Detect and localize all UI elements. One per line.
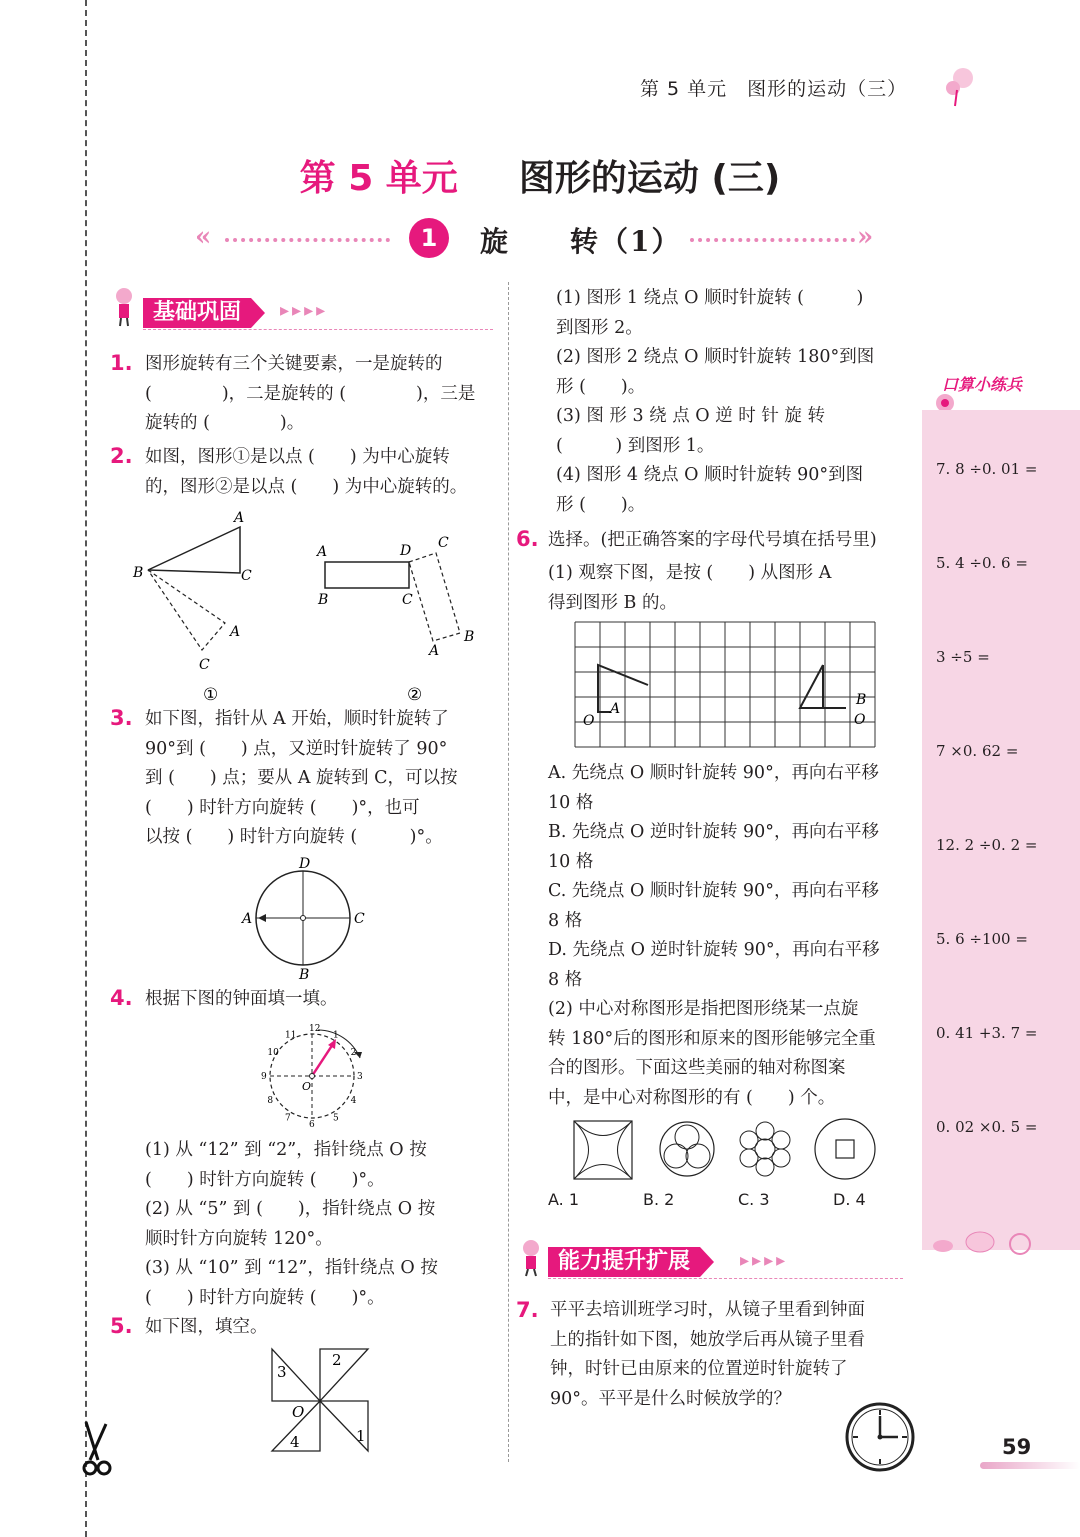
q2-fig1-label-B: B (133, 565, 144, 581)
q7-line: 90°。平平是什么时候放学的？ (550, 1388, 792, 1409)
q6-label-O1: O (583, 713, 595, 729)
q6-label-B: B (856, 692, 867, 708)
clock-number: 3 (357, 1072, 363, 1082)
q2-fig2-rotated-rectangle (409, 553, 460, 641)
sidebar-item: 0. 02 ×0. 5 = (936, 1118, 1038, 1136)
clock-number: 8 (267, 1096, 274, 1106)
sidebar-item: 5. 6 ÷100 = (936, 930, 1028, 948)
q7-line: 上的指针如下图，她放学后再从镜子里看 (550, 1329, 865, 1350)
q5-label-1: 1 (356, 1427, 366, 1445)
q2-fig2-label-C2: C (438, 535, 449, 551)
q1-line: ( )，二是旋转的 ( )，三是 (145, 383, 476, 404)
q2-fig2-label-A: A (317, 544, 328, 560)
pattern-trefoil-icon (660, 1122, 714, 1176)
dotted-rule-left (225, 238, 390, 242)
sidebar-title: 口算小练兵 (942, 375, 1023, 394)
q2-fig1-label-A: A (234, 510, 245, 526)
q3-label-C: C (354, 911, 365, 927)
q2-fig2-label-B: B (318, 592, 329, 608)
clock-number: 6 (309, 1120, 315, 1130)
q4-line: 顺时针方向旋转 120°。 (145, 1228, 333, 1249)
q3-line: 到 ( ) 点；要从 A 旋转到 C，可以按 (145, 768, 458, 788)
unit-title-part2: 图形的运动 (三) (518, 158, 781, 199)
q6-option-line: 8 格 (548, 910, 583, 931)
q2-fig2-label-B2: B (464, 629, 475, 645)
unit-title-part1: 第 5 单元 (299, 158, 458, 199)
q5-line: ( ) 到图形 1。 (556, 435, 715, 456)
q6-p1 (548, 559, 831, 618)
q6-option-line: C. 先绕点 O 顺时针旋转 90°，再向右平移 (548, 881, 879, 901)
arrow-decoration-icon: ▸▸▸▸ (740, 1250, 789, 1271)
sidebar-item: 12. 2 ÷0. 2 = (936, 836, 1038, 854)
q2-fig1-label-C: C (241, 568, 252, 584)
q6-option-line: 8 格 (548, 969, 583, 990)
q7-number: 7. (516, 1298, 539, 1322)
q5-label-O: O (292, 1403, 305, 1421)
pattern-flower-icon (740, 1122, 790, 1176)
clock-number: 11 (285, 1030, 297, 1041)
q4-line: ( ) 时针方向旋转 ( )°。 (145, 1287, 385, 1308)
q1-line: 旋转的 ( )。 (145, 413, 305, 433)
q2-fig1-label-A2: A (230, 624, 241, 640)
q2-fig1-triangle (148, 527, 240, 573)
q6-option-line: 10 格 (548, 851, 594, 872)
q7-line: 钟，时针已由原来的位置逆时针旋转了 (550, 1359, 848, 1379)
q2-fig2-label-D: D (400, 543, 412, 559)
q6-choice-C: C. 3 (738, 1190, 770, 1209)
q6-p2-line: (2) 中心对称图形是指把图形绕某一点旋 (548, 999, 859, 1019)
running-head: 第 5 单元 图形的运动（三） (640, 78, 908, 100)
q2-fig2-rectangle (325, 562, 409, 588)
q2-number: 2. (110, 444, 133, 468)
q6-intro: 选择。(把正确答案的字母代号填在括号里) (548, 530, 877, 550)
q7-mirror-clock-icon (843, 1400, 917, 1474)
page-number-bar (980, 1462, 1080, 1469)
q3-label-A: A (242, 911, 253, 927)
q3-line: ( ) 时针方向旋转 ( )°，也可 (145, 797, 420, 818)
q2-fig2-label-C: C (402, 592, 413, 608)
q5-pinwheel-figure (268, 1345, 378, 1457)
q6-options (548, 759, 880, 1113)
q4-line: ( ) 时针方向旋转 ( )°。 (145, 1169, 385, 1190)
kid-mascot-icon (518, 1238, 546, 1278)
q4-center-label: O (302, 1080, 312, 1093)
q6-option-line: 10 格 (548, 792, 594, 813)
double-chevron-left-icon: « (195, 222, 212, 252)
q5-line: (3) 图 形 3 绕 点 O 逆 时 针 旋 转 (556, 406, 825, 426)
q1-number: 1. (110, 351, 133, 375)
sidebar-item: 7. 8 ÷0. 01 = (936, 460, 1038, 478)
sidebar-item: 0. 41 +3. 7 = (936, 1024, 1038, 1042)
dotted-rule-right (690, 238, 855, 242)
clock-number: 12 (309, 1024, 321, 1034)
q2-line: 如图，图形①是以点 ( ) 为中心旋转 (145, 447, 450, 467)
q4-intro: 根据下图的钟面填一填。 (145, 989, 338, 1009)
q2-fig2-caption: ② (407, 685, 423, 705)
q3-number: 3. (110, 706, 133, 730)
q3-label-B: B (299, 967, 310, 983)
q5-label-4: 4 (290, 1433, 300, 1451)
pattern-square-icon (574, 1121, 632, 1179)
lesson-number: 1 (409, 218, 449, 258)
q2-fig2-label-A2: A (429, 643, 440, 659)
sidebar-item: 5. 4 ÷0. 6 = (936, 554, 1028, 572)
scissors-icon (76, 1420, 120, 1480)
q4-hand (312, 1044, 333, 1076)
q5-line: (2) 图形 2 绕点 O 顺时针旋转 180°到图 (556, 347, 875, 367)
shell-decoration-icon (925, 1222, 1055, 1262)
q4-line: (3) 从 “10” 到 “12”，指针绕点 O 按 (145, 1258, 438, 1278)
sidebar-mental-math (922, 410, 1080, 1250)
section-basic-banner: 基础巩固 (143, 298, 251, 328)
q5-label-3: 3 (277, 1363, 287, 1381)
clock-number: 7 (285, 1113, 291, 1124)
q5-shape-2 (320, 1349, 368, 1401)
q5-line: 形 ( )。 (556, 376, 646, 397)
q6-number: 6. (516, 527, 539, 551)
q6-choice-D: D. 4 (833, 1190, 866, 1209)
q2-text (145, 443, 467, 502)
q3-label-D: D (299, 856, 311, 872)
q5-line: (1) 图形 1 绕点 O 顺时针旋转 ( ) (556, 288, 864, 308)
pattern-coin-icon (815, 1119, 875, 1179)
q6-label-A: A (610, 701, 621, 717)
sidebar-item: 3 ÷5 = (936, 648, 990, 666)
q6-p1-line: (1) 观察下图，是按 ( ) 从图形 A (548, 563, 832, 583)
q5-text (556, 284, 874, 520)
sidebar-item: 7 ×0. 62 = (936, 742, 1019, 760)
q6-p2-line: 中，是中心对称图形的有 ( ) 个。 (548, 1087, 836, 1108)
q7-text (550, 1296, 865, 1414)
clock-number: 1 (333, 1030, 339, 1041)
clock-number: 4 (350, 1096, 357, 1106)
q4-text (145, 1136, 438, 1313)
clock-number: 2 (350, 1048, 357, 1058)
cut-line (85, 0, 87, 1537)
arrow-decoration-icon: ▸▸▸▸ (280, 300, 329, 321)
q6-option-line: A. 先绕点 O 顺时针旋转 90°，再向右平移 (548, 763, 879, 783)
clock-number: 9 (261, 1072, 267, 1082)
q6-p1-line: 得到图形 B 的。 (548, 592, 677, 613)
girl-mascot-icon (112, 286, 138, 328)
lesson-title: 旋 转（1） (480, 225, 682, 258)
section-rule (548, 1278, 903, 1279)
q2-fig1-rotated-triangle (148, 570, 225, 650)
q4-line: (2) 从 “5” 到 ( )，指针绕点 O 按 (145, 1199, 436, 1219)
q3-circle-figure (235, 852, 375, 987)
double-chevron-right-icon: » (857, 222, 874, 252)
q4-number: 4. (110, 986, 133, 1010)
q6-p2-line: 转 180°后的图形和原来的图形能够完全重 (548, 1028, 876, 1049)
lesson-heading (195, 218, 885, 262)
q6-choice-B: B. 2 (643, 1190, 675, 1209)
flower-decoration-icon (935, 62, 985, 110)
q2-fig1-caption: ① (203, 685, 219, 705)
section-rule (143, 329, 493, 330)
q3-line: 如下图，指针从 A 开始，顺时针旋转了 (145, 709, 449, 729)
q6-option-line: B. 先绕点 O 逆时针旋转 90°，再向右平移 (548, 822, 880, 842)
section-extend-banner: 能力提升扩展 (548, 1247, 700, 1277)
q5-line: 到图形 2。 (556, 317, 643, 338)
q1-line: 图形旋转有三个关键要素，一是旋转的 (145, 354, 443, 374)
q5-number: 5. (110, 1314, 133, 1338)
q3-line: 90°到 ( ) 点，又逆时针旋转了 90° (145, 738, 448, 759)
column-divider (508, 282, 509, 1462)
clock-number: 10 (267, 1048, 279, 1058)
q6-p2-line: 合的图形。下面这些美丽的轴对称图案 (548, 1058, 846, 1078)
q6-label-O2: O (854, 712, 866, 728)
q5-line: 形 ( )。 (556, 494, 646, 515)
q2-figures (120, 505, 500, 705)
q5-label-2: 2 (332, 1351, 342, 1369)
unit-title (0, 150, 1080, 201)
q5-line: (4) 图形 4 绕点 O 顺时针旋转 90°到图 (556, 465, 864, 485)
q3-text (145, 705, 458, 853)
q2-fig1-label-C2: C (199, 657, 210, 673)
q3-line: 以按 ( ) 时针方向旋转 ( )°。 (145, 827, 443, 847)
q6-grid-figure (573, 620, 878, 755)
q4-clock-figure (250, 1018, 375, 1133)
q6-choice-A: A. 1 (548, 1190, 580, 1209)
q6-pattern-figures (570, 1115, 880, 1185)
q2-line: 的，图形②是以点 ( ) 为中心旋转的。 (145, 476, 468, 497)
q4-line: (1) 从 “12” 到 “2”，指针绕点 O 按 (145, 1140, 427, 1160)
page-number: 59 (1002, 1435, 1032, 1459)
q7-line: 平平去培训班学习时，从镜子里看到钟面 (550, 1300, 865, 1320)
q1-text (145, 350, 475, 439)
q3-pointer-arrow-icon (258, 914, 266, 922)
clock-number: 5 (333, 1113, 339, 1124)
q5-intro: 如下图，填空。 (145, 1317, 268, 1337)
q6-option-line: D. 先绕点 O 逆时针旋转 90°，再向右平移 (548, 940, 880, 960)
